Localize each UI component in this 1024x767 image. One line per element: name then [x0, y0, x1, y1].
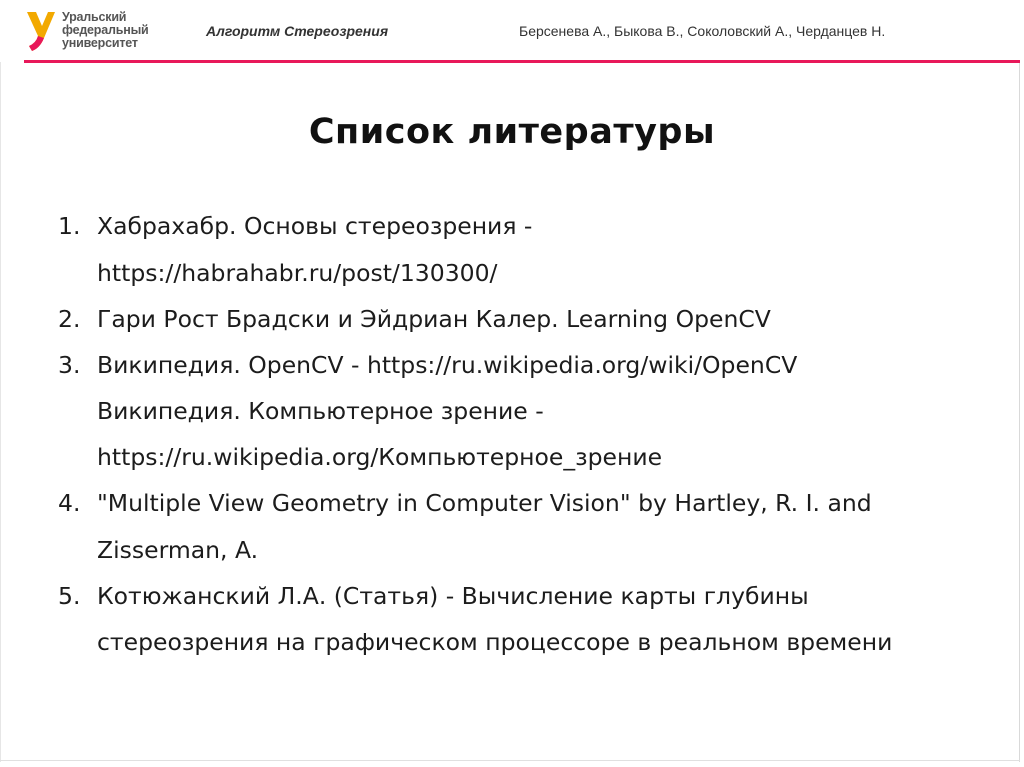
reference-line[interactable]: Википедия. OpenCV - https://ru.wikipedia.org/wiki/OpenCV: [97, 351, 798, 379]
logo-line: федеральный: [62, 23, 149, 37]
reference-line: "Multiple View Geometry in Computer Vision" by Hartley, R. I. and: [97, 489, 872, 517]
authors: Берсенева А., Быкова В., Соколовский А., Черданцев Н.: [519, 23, 886, 39]
reference-number: 3.: [58, 351, 81, 379]
reference-line: Zisserman, A.: [97, 536, 259, 564]
reference-number: 4.: [58, 489, 81, 517]
reference-line: Википедия. Компьютерное зрение -: [97, 397, 544, 425]
presentation-title: Алгоритм Стереозрения: [206, 23, 389, 39]
reference-number: 5.: [58, 582, 81, 610]
reference-link[interactable]: https://ru.wikipedia.org/Компьютерное_зрение: [97, 443, 663, 471]
reference-link[interactable]: https://habrahabr.ru/post/130300/: [97, 259, 498, 287]
reference-line: Котюжанский Л.А. (Статья) - Вычисление карты глубины: [97, 582, 809, 610]
reference-line: Хабрахабр. Основы стереозрения -: [97, 212, 533, 240]
reference-line: стереозрения на графическом процессоре в реальном времени: [97, 628, 893, 656]
page-title: Список литературы: [308, 112, 716, 152]
logo-line: Уральский: [62, 10, 127, 24]
reference-line: Гари Рост Брадски и Эйдриан Калер. Learning OpenCV: [97, 305, 771, 333]
reference-number: 2.: [58, 305, 81, 333]
logo-line: университет: [62, 36, 138, 50]
reference-number: 1.: [58, 212, 81, 240]
